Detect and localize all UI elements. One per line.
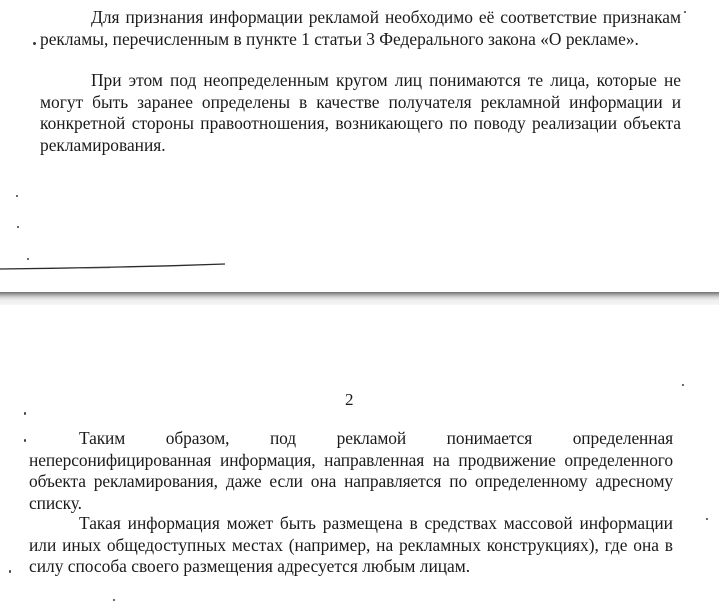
paragraph-indefinite-persons: При этом под неопределенным кругом лиц понимаются те лица, которые не могут быть заранее определены в качестве получателя рекламной информации и конкретной стороны правоотношения, возникающего по поводу реализации объекта рекламирования.	[40, 70, 681, 155]
page-break-shadow	[0, 292, 719, 305]
scan-speck	[24, 439, 26, 442]
scan-speck	[113, 599, 115, 601]
scan-speck	[17, 226, 19, 228]
scan-speck	[27, 258, 29, 260]
scan-speck	[684, 11, 686, 13]
scan-artifact-line	[0, 262, 225, 270]
scan-speck	[682, 384, 684, 386]
paragraph-advertising-definition: Таким образом, под рекламой понимается определенная неперсонифицированная информация, направленная на продвижение определенного объекта рекламирования, даже если она направляется по определенному адресному списку.	[29, 428, 673, 513]
scan-speck	[706, 518, 708, 520]
scan-speck	[9, 570, 11, 573]
paragraph-mass-media-placement: Такая информация может быть размещена в средствах массовой информации или иных общедоступных местах (например, на рекламных конструкциях), где она в силу способа своего размещения адресуется любым лицам.	[29, 513, 673, 576]
scan-speck	[33, 42, 36, 45]
page-number: 2	[345, 390, 354, 409]
paragraph-advertising-criteria: Для признания информации рекламой необходимо её соответствие признакам рекламы, перечисленным в пункте 1 статьи 3 Федерального закона «О рекламе».	[40, 7, 681, 49]
scan-speck	[16, 195, 18, 197]
scan-speck	[24, 412, 26, 415]
